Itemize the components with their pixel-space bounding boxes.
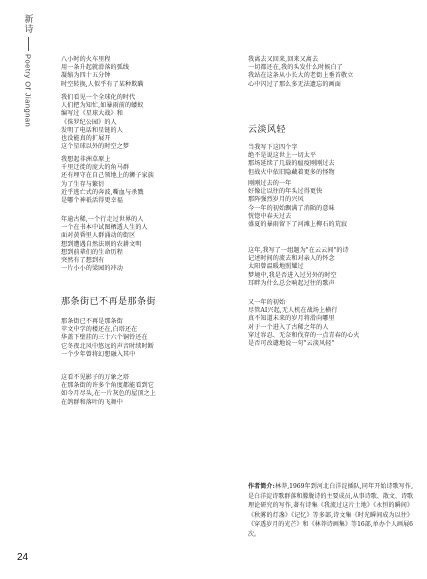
bio-label: 作者简介: [248,483,275,490]
journal-sidebar [17,14,39,127]
poem-title: 云淡风轻 [248,125,287,135]
poem-title: 那条街已不再是那条街 [61,297,157,307]
poem-line: 想到遭遇自然法则的农耕文明 [61,240,142,248]
poem-line: 编写过《星球大战》和 [61,110,123,118]
poem-line: 凝缩为四十五分钟 [61,72,111,80]
poem-line: 人们把为知忙,如暴雨前的蝼蚁 [61,102,144,110]
poem-line: 苹文中学的楼还在,白塔还在 [61,326,138,334]
poem-line: 今一年的初始飘满了消陨的意味 [248,204,335,212]
poem-line: 记述时间的流去和对亲人的怀念 [248,255,335,263]
bio-text: 林莽,1969年到河北白洋淀插队,同年开始诗歌写作,是白洋淀诗歌群落和朦胧诗的主要成员,从事诗歌、散文、诗歌理论研究的写作,著有诗集《我流过这片土地》《永恒的瞬间》《秋雾的灯盏》《记忆》等多部,诗文集《时光瞬间成为以往》《穿透岁月的光芒》和《林莽诗画集》等16部,单办个人画展6次。 [248,483,413,538]
poem-line: 年逾古稀,一个行走过世界的人 [61,216,144,223]
page-number: 24 [17,552,29,563]
sidebar-divider [28,37,29,51]
poem-line: 是哪个神祇活得更幸福 [61,197,123,204]
poem-line: 一个在书本中试图栖透人生的人 [61,224,148,232]
poem-line: 一个少年曾将幻想融入其中 [61,350,136,358]
poem-line: 穿过容忍、无奈和伐存的一点青春的心火 [248,331,360,339]
journal-english-name: Poetry Of Jiangnan [23,54,33,128]
poem-line: 如今月尽头,在一片灰色的屋顶之上 [61,390,156,398]
poem-line: 时空转换,人似乎有了某种欺瞒 [61,80,144,88]
poem-line: 《侏罗纪公园》的人 [61,118,117,126]
poem-line: 突然有了想到有 [61,257,105,264]
poem-line: 这看不见影子的万象之塔 [61,374,130,381]
poem-line: 梦境中,我是否进入过另外的时空 [248,271,337,279]
poem-line: 又一年的初始 [248,299,286,306]
poem-line: 对于一个进入了古稀之年的人 [248,323,329,331]
poem-line: 千里迁徙的庞大的角马群 [61,164,130,172]
poem-line: 绝不是说这世上一切太平 [248,152,317,160]
poem-line: 盛夏的暴雨留下了河滩上柳石的荒寂 [248,221,348,228]
poem-line: 那阵强烈岁月的兴风 [248,196,304,204]
poem-line: 好像让以往的年头过得更快 [248,188,323,196]
poem-line: 还有埋守在自己领地上的狮子家族 [61,172,154,180]
poem-line: 用一条升起就滑落的弧线 [61,64,130,72]
poem-line: 是否可改谴地说一句"云淡风轻" [248,340,335,347]
poem-line: 这个星球以外的时空之梦 [61,143,130,151]
poem-line: 那条街已不再是那条街 [61,318,123,325]
poem-line: 恍惚中春天过去 [248,212,292,220]
poem-line: 发明了电话和星链的人 [61,126,123,134]
poem-line: 真不知道未来的岁月将滑向哪里 [248,315,335,323]
poem-line: 华盖下壁挂的三十六个铜铃还在 [61,334,148,342]
poem-line: 当我写下这四个字 [248,144,298,151]
poem-line: 我们看见一个全球化的时代 [61,94,136,101]
poem-line: 刚刚过去的一年 [248,180,292,187]
poem-line: 那场延续了几载的瘟疫刚刚过去 [248,160,335,168]
poem-line: 一片小小的梁园的冲动 [61,265,123,273]
poem-line: 心中闪过了那么多无法遗忘的画面 [248,80,341,88]
poem-line: 在那条街的许多个角度都能看到它 [61,382,154,390]
poem-line: 近乎逃亡式的奔波,嘶血与杀戮 [61,188,144,196]
poem-line: 在鸽群和落叶的飞舞中 [61,398,123,406]
journal-logo: 新诗 [22,14,33,34]
poem-line: 也没能真的扩展开 [61,135,111,142]
poem-line: 这年,我写了一组题为"在云云间"的诗 [248,247,349,254]
poem-line: 八小时的火车里程 [61,56,111,63]
poem-line: 太阳曾温暖地照耀过 [248,263,304,271]
poem-line: 我想起非洲草原上 [61,156,111,163]
poem-line: 一切都还在,我的头发什么时候白了 [248,64,343,72]
author-bio [248,482,413,540]
poem-line: 为了生存与繁衍 [61,180,105,188]
poem-line: 我站在这条从小长大的老街上垂首敬立 [248,72,354,80]
poem-line: 想到前辈们的生命历程 [61,248,123,256]
poem-line: 尽管AI兴起,无人机在战场上横行 [248,307,338,315]
poem-line: 但战火中依旧隐藏着更多的怪物 [248,168,335,176]
poem-line: 它冬夜北风中悠远的声音时续时断 [61,342,154,350]
poem-line: 耳畔为什么总会响起过往的歌声 [248,279,335,287]
poem-line: 面对黄昏里人群涌动的街区 [61,232,136,240]
poem-line: 我离去又回来,回来又离去 [248,56,319,63]
